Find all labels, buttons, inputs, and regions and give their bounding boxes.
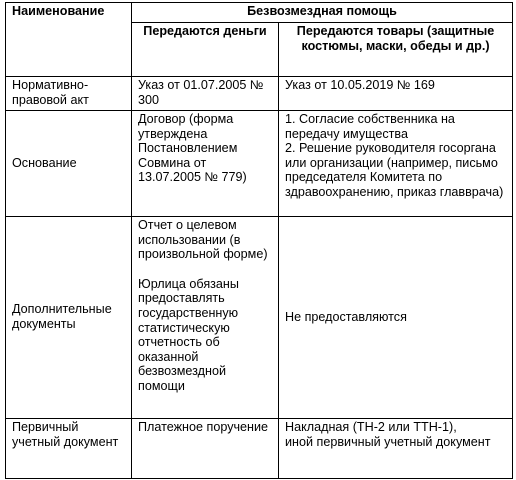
table-row [6,77,513,111]
cell-basis-money [132,111,279,217]
row-label-primary-doc: Первичный учетный документ [6,419,132,479]
cell-text: 2. Решение руководителя госоргана или организации (например, письмо председателя Комитета по здравоохранению, приказ главврача) [285,141,504,199]
cell-text: Не предоставляются [285,309,407,324]
cell-text: Отчет о целевом использовании (в произвольной форме) [138,218,268,262]
cell-text: Договор (форма утверждена Постановлением Совмина от 13.07.2005 № 779) [138,112,247,185]
cell-text: Юрлица обязаны предоставлять государственную статистическую отчетность об оказанной безвозмездной помощи [138,276,239,393]
cell-primary-doc-money [132,419,279,479]
cell-text: 1. Согласие собственника на передачу имущества [285,112,455,141]
cell-primary-doc-goods [279,419,513,479]
paragraph-gap [138,262,272,277]
table-row [6,217,513,419]
header-goods-column: Передаются товары (защитные костюмы, маски, обеды и др.) [279,23,513,77]
header-name-column: Наименование [6,3,132,77]
cell-legal-act-money [132,77,279,111]
cell-legal-act-goods [279,77,513,111]
cell-text: Указ от 01.07.2005 № 300 [138,78,264,107]
cell-text: Накладная (ТН-2 или ТТН-1), [285,420,457,434]
header-group-free-aid: Безвозмездная помощь [132,3,513,23]
row-label-additional-docs: Дополнительные документы [6,217,132,419]
cell-text: Указ от 10.05.2019 № 169 [285,78,435,92]
header-row-top [6,3,513,23]
cell-additional-docs-goods [279,217,513,419]
cell-text: Платежное поручение [138,420,269,434]
cell-text: иной первичный учетный документ [285,434,491,449]
aid-comparison-table [5,2,513,479]
row-label-legal-act: Нормативно-правовой акт [6,77,132,111]
document-table-container [5,2,512,478]
table-row [6,111,513,217]
row-label-basis: Основание [6,111,132,217]
table-row [6,419,513,479]
cell-basis-goods [279,111,513,217]
header-money-column: Передаются деньги [132,23,279,77]
cell-additional-docs-money [132,217,279,419]
